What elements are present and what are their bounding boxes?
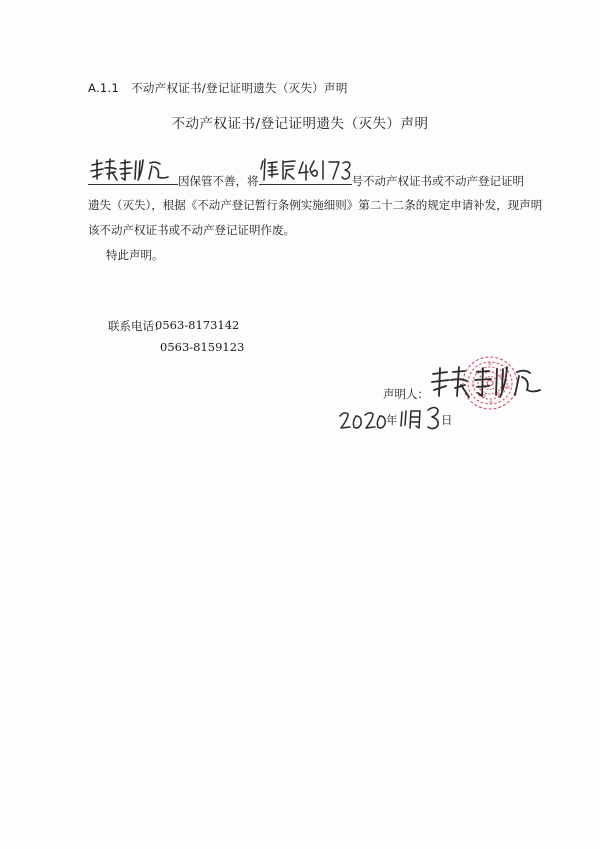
statement-text-b: 号不动产权证书或不动产登记证明 bbox=[351, 174, 524, 188]
section-number: A.1.1 bbox=[88, 81, 120, 95]
date-day-char: 日 bbox=[441, 413, 453, 427]
contact-phone-1: 0563-8173142 bbox=[155, 318, 240, 332]
contact-phone-label: 联系电话： bbox=[108, 319, 166, 333]
declarant-label: 声明人： bbox=[383, 387, 429, 401]
statement-text-a: 因保管不善，将 bbox=[178, 174, 259, 188]
handwritten-day bbox=[425, 404, 441, 432]
handwritten-number-blank bbox=[259, 168, 352, 185]
handwritten-name-signature bbox=[88, 157, 180, 183]
statement-line-1 bbox=[88, 168, 524, 189]
section-heading bbox=[88, 80, 348, 96]
statement-closing: 特此声明。 bbox=[106, 248, 164, 262]
statement-line-2: 遗失（灭失），根据《不动产登记暂行条例实施细则》第二十二条的规定申请补发，现声明 bbox=[88, 198, 543, 212]
statement-line-3: 该不动产权证书或不动产登记证明作废。 bbox=[88, 223, 295, 237]
contact-phone-2: 0563-8159123 bbox=[160, 340, 245, 354]
date-year-char: 年 bbox=[386, 413, 398, 427]
handwritten-name-blank bbox=[88, 168, 178, 185]
signoff-date bbox=[338, 404, 478, 434]
handwritten-year bbox=[338, 408, 386, 432]
handwritten-month bbox=[398, 406, 424, 432]
handwritten-certificate-number bbox=[259, 157, 354, 183]
declarant-signature bbox=[427, 362, 542, 402]
section-title: 不动产权证书/登记证明遗失（灭失）声明 bbox=[131, 81, 348, 95]
document-title: 不动产权证书/登记证明遗失（灭失）声明 bbox=[171, 116, 429, 132]
